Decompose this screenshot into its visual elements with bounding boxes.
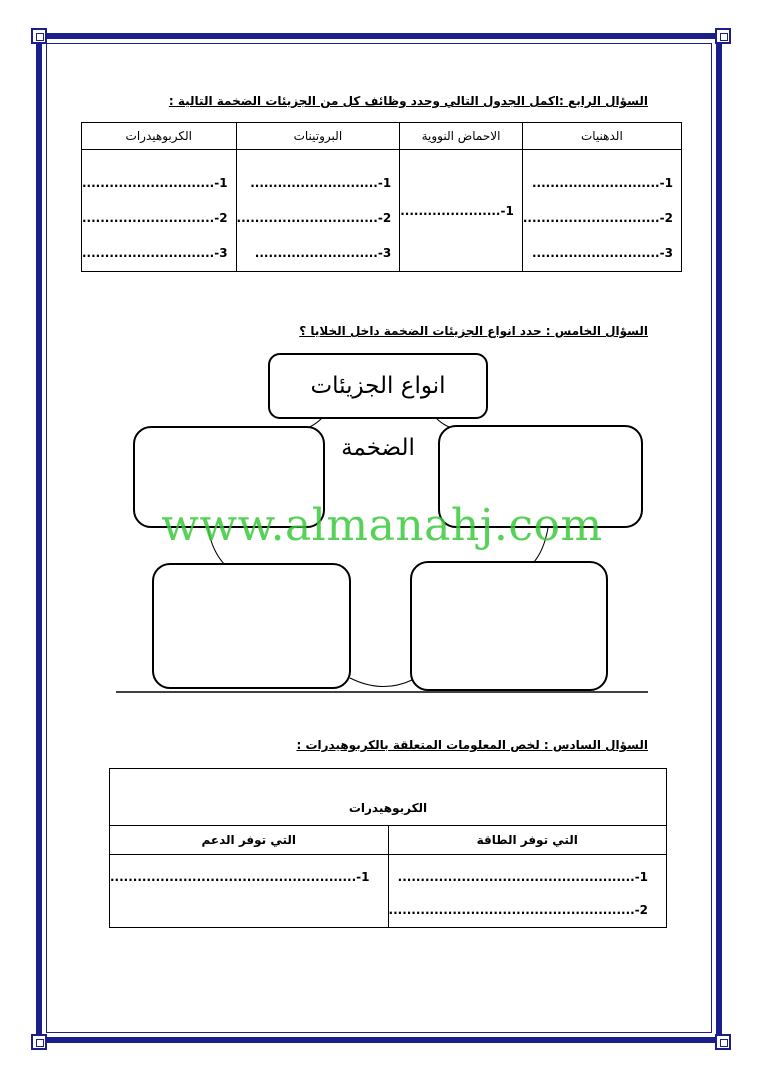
answer-line[interactable]: 2-.............................. xyxy=(522,211,673,225)
connector-curve xyxy=(350,678,412,687)
answer-line[interactable]: 2-............................. xyxy=(82,211,228,225)
answer-line[interactable]: 3-............................ xyxy=(531,246,673,260)
answer-line[interactable]: 3-............................. xyxy=(82,246,228,260)
q5-title: السؤال الخامس : حدد انواع الجزيئات الضخمة داخل الخلايا ؟ xyxy=(299,324,648,338)
answer-box-bottom-right[interactable] xyxy=(410,561,608,691)
answer-line[interactable]: 1-............................. xyxy=(82,176,228,190)
energy-cell xyxy=(388,855,667,928)
col-energy: التي توفر الطاقة xyxy=(388,826,667,855)
col-lipids: الدهنيات xyxy=(522,123,681,150)
watermark: www.almanahj.com xyxy=(161,500,603,551)
col-proteins: البروتينات xyxy=(236,123,400,150)
q6-title: السؤال السادس : لخص المعلومات المتعلقة بالكربوهيدرات : xyxy=(296,738,648,752)
col-nucleic-acids: الاحماض النووية xyxy=(400,123,523,150)
q6-table xyxy=(109,768,667,928)
support-cell xyxy=(110,855,389,928)
answer-line[interactable]: 1-...................................................... xyxy=(110,870,370,884)
col-support: التي توفر الدعم xyxy=(110,826,389,855)
col-carbohydrates: الكربوهيدرات xyxy=(82,123,237,150)
q4-title: السؤال الرابع :اكمل الجدول التالي وحدد وظائف كل من الجزيئات الضخمة التالية : xyxy=(168,94,648,108)
answer-line[interactable]: 2-...................................................... xyxy=(388,903,649,917)
answer-line[interactable]: 1-.................................................... xyxy=(397,870,649,884)
answer-line[interactable]: 3-........................... xyxy=(254,246,392,260)
answer-line[interactable]: 2-............................... xyxy=(236,211,392,225)
central-concept-box: انواع الجزيئات الضخمة xyxy=(268,353,488,419)
answer-line[interactable]: 1-............................ xyxy=(250,176,392,190)
carbohydrates-header: الكربوهيدرات xyxy=(110,769,667,826)
answer-line[interactable]: 1-...................... xyxy=(400,203,514,218)
answer-box-bottom-left[interactable] xyxy=(152,563,351,689)
answer-line[interactable]: 1-............................ xyxy=(531,176,673,190)
